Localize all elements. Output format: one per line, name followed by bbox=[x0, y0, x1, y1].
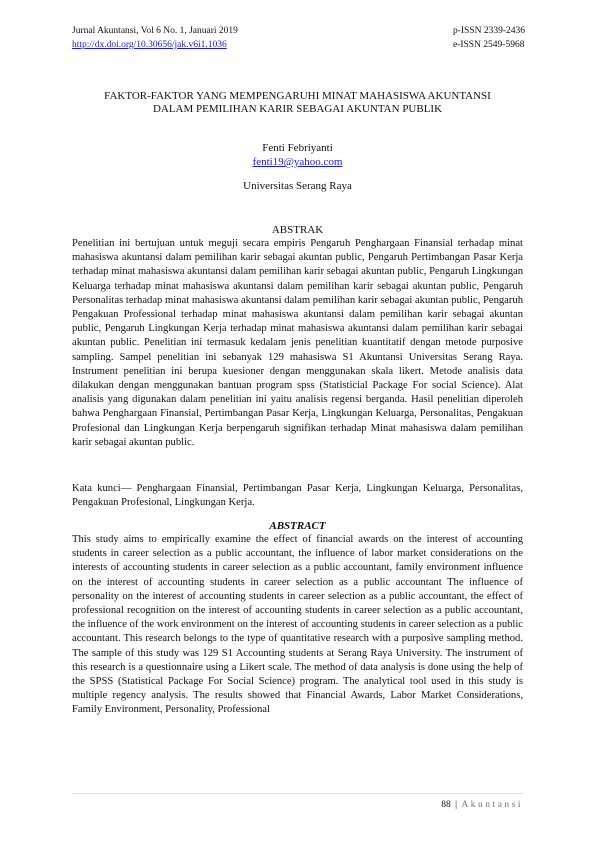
author-block bbox=[60, 141, 535, 169]
abstrak-body: Penelitian ini bertujuan untuk meguji secara empiris Pengaruh Penghargaan Finansial terhadap minat mahasiswa akuntansi dalam pemilihan karir sebagai akuntan public, Pengaruh Pertimbangan Pasar Kerja terhadap minat mahasiswa akuntansi dalam pemilihan karir sebagai akuntan public, Pengaruh Lingkungan Keluarga terhadap minat mahasiswa akuntansi dalam pemilihan karir sebagai akuntan public, Pengaruh Personalitas terhadap minat mahasiswa akuntansi dalam pemilihan karir sebagai akuntan public, Pengaruh Pengakuan Professional terhadap minat mahasiswa akuntansi dalam pemilihan karir sebagai akuntan public, Pengaruh Lingkungan Kerja terhadap minat mahasiswa akuntansi dalam pemilihan karir sebagai akuntan public. Penelitian ini termasuk kedalam jenis penelitian kuantitatif dengan metode purposive sampling. Sampel penelitian ini sebanyak 129 mahasiswa S1 Akuntansi Universitas Serang Raya. Instrument penelitian ini berupa kuesioner dengan menggunakan skala likert. Metode analisis data dilakukan dengan menggunakan bantuan program spss (Statisticial Package For social Science). Alat analisis yang digunakan dalam penelitian ini yaitu analisis regensi berganda. Hasil penelitian diperoleh bahwa Penghargaan Finansial, Pertimbangan Pasar Kerja, Lingkungan Keluarga, Personalitas, Pengakuan Profesional dan Lingkungan Kerja berpengaruh signifikan terhadap Minat mahasiswa dalam pemilihan karir sebagai akuntan public. bbox=[72, 238, 523, 448]
paper-title bbox=[60, 90, 535, 116]
journal-citation: Jurnal Akuntansi, Vol 6 No. 1, Januari 2019 bbox=[72, 26, 238, 36]
doi-link[interactable]: http://dx.doi.org/10.30656/jak.v6i1.1036 bbox=[72, 40, 227, 50]
running-header-left bbox=[72, 24, 238, 52]
footer-divider bbox=[72, 793, 524, 794]
page-footer bbox=[441, 800, 523, 810]
print-issn: p-ISSN 2339-2436 bbox=[452, 26, 525, 36]
electronic-issn: e-ISSN 2549-5968 bbox=[452, 40, 525, 50]
abstract-heading: ABSTRACT bbox=[269, 520, 326, 532]
abstrak-heading: ABSTRAK bbox=[271, 224, 324, 236]
abstract-body: This study aims to empirically examine the effect of financial awards on the interest of accounting students in career selection as a public accountant, the influence of labor market considerations on the interests of accounting students in career selection as a public accountant, family environment influence on the interest of accounting students in career selection as a public accountant The influence of personality on the interest of accounting students in career selection as a public accountant, the effect of professional recognition on the interest of accounting students in career selection as a public accountant, the influence of the work environment on the interest of accounting students in career selection as a public accountant. This research belongs to the type of quantitative research with a purposive sampling method. The sample of this study was 129 S1 Accounting students at Serang Raya University. The instrument of this research is a questionnaire using a Likert scale. The method of data analysis is done using the help of the SPSS (Statistical Package For Social Science) program. The analytical tool used in this study is multiple regency analysis. The results showed that Financial Awards, Labor Market Considerations, Family Environment, Personality, Professional bbox=[72, 534, 523, 716]
paper-title-line-1: FAKTOR-FAKTOR YANG MEMPENGARUHI MINAT MAHASISWA AKUNTANSI bbox=[104, 90, 491, 102]
paper-title-line-2: DALAM PEMILIHAN KARIR SEBAGAI AKUNTAN PUBLIK bbox=[152, 103, 443, 115]
running-header-right bbox=[453, 24, 525, 52]
footer-separator: | bbox=[455, 800, 458, 810]
page-number: 88 bbox=[441, 800, 451, 810]
footer-journal-name: Akuntansi bbox=[461, 800, 523, 810]
keywords: Kata kunci— Penghargaan Finansial, Pertimbangan Pasar Kerja, Lingkungan Keluarga, Personalitas, Pengakuan Profesional, Lingkungan Kerja. bbox=[72, 483, 523, 509]
author-name: Fenti Febriyanti bbox=[262, 142, 333, 154]
author-email-link[interactable]: fenti19@yahoo.com bbox=[252, 156, 343, 168]
author-institution: Universitas Serang Raya bbox=[243, 180, 352, 192]
